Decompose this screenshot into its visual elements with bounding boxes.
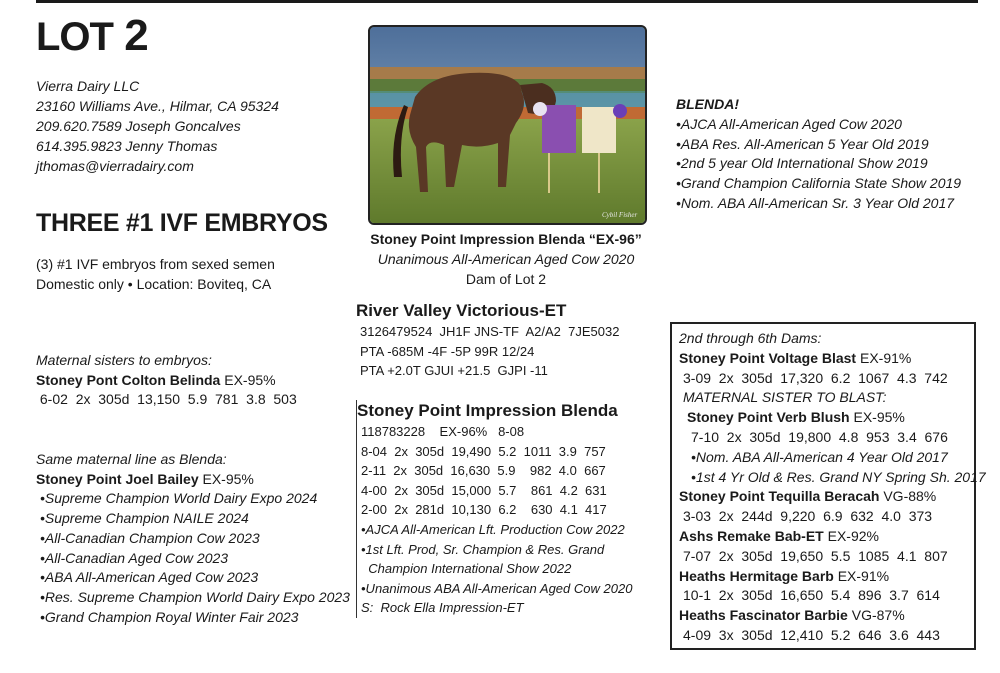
dam-6-record: 4-09 3x 305d 12,410 5.2 646 3.6 443 (683, 626, 940, 643)
offering-line: (3) #1 IVF embryos from sexed semen (36, 256, 275, 272)
same-line-cow-score: EX-95% (198, 470, 254, 487)
dam-5-score: EX-91% (833, 567, 890, 584)
award-item: •Res. Supreme Champion World Dairy Expo 2023 (40, 588, 350, 605)
award-item: •2nd 5 year Old International Show 2019 (676, 155, 928, 172)
same-line-heading: Same maternal line as Blenda: (36, 451, 227, 467)
maternal-sisters (36, 351, 297, 410)
dam-award: •Unanimous ABA All-American Aged Cow 2020 (361, 580, 633, 596)
sire-data-line: PTA +2.0T GJUI +21.5 GJPI -11 (360, 363, 548, 379)
award-item: •Supreme Champion World Dairy Expo 2024 (40, 490, 318, 507)
seller-line: 23160 Williams Ave., Hilmar, CA 95324 (36, 98, 279, 114)
lot-title (36, 11, 148, 60)
dam-record-line: 2-11 2x 305d 16,630 5.9 982 4.0 667 (361, 463, 606, 479)
photo-caption-name: Stoney Point Impression Blenda “EX-96” (370, 231, 642, 247)
seller-line: Vierra Dairy LLC (36, 78, 140, 94)
cream-banner (582, 107, 616, 153)
lot-word: LOT (36, 15, 113, 59)
same-maternal-line (36, 450, 350, 627)
dam-4-record: 7-07 2x 305d 19,650 5.5 1085 4.1 807 (683, 547, 948, 564)
dam-5-record: 10-1 2x 305d 16,650 5.4 896 3.7 614 (683, 587, 940, 604)
photo-caption-award: Unanimous All-American Aged Cow 2020 (377, 251, 635, 267)
sister-record: 7-10 2x 305d 19,800 4.8 953 3.4 676 (691, 428, 948, 445)
purple-banner (542, 105, 576, 153)
dam-2-record: 3-09 2x 305d 17,320 6.2 1067 4.3 742 (683, 369, 948, 386)
dam-name: Stoney Point Impression Blenda (357, 401, 618, 420)
offering-description (36, 254, 275, 294)
dam-award: •1st Lft. Prod, Sr. Champion & Res. Grand (361, 541, 605, 557)
top-rule (36, 0, 978, 3)
award-item: •AJCA All-American Aged Cow 2020 (676, 115, 902, 132)
award-item: •Grand Champion California State Show 2019 (676, 175, 962, 192)
dam-record-line: 2-00 2x 281d 10,130 6.2 630 4.1 417 (361, 502, 607, 518)
award-item: •ABA Res. All-American 5 Year Old 2019 (676, 135, 929, 152)
sister-award: •1st 4 Yr Old & Res. Grand NY Spring Sh. 2017 (691, 468, 986, 485)
award-item: •Supreme Champion NAILE 2024 (40, 510, 249, 527)
sire-name: River Valley Victorious-ET (356, 301, 567, 320)
sister-name: Stoney Point Verb Blush (687, 409, 850, 426)
dam-sire-line: S: Rock Ella Impression-ET (361, 600, 524, 616)
dam-block (356, 400, 632, 618)
sire-block (356, 300, 619, 381)
photographer-credit: Cybil Fisher (602, 211, 638, 219)
dam-data-line: 118783228 EX-96% 8-08 (361, 424, 525, 439)
seller-line: 209.620.7589 Joseph Goncalves (36, 118, 241, 134)
cow-photo-illustration (370, 27, 645, 223)
maternal-sister-heading: MATERNAL SISTER TO BLAST: (683, 389, 887, 406)
offering-title: THREE #1 IVF EMBRYOS (36, 209, 328, 237)
seller-line: jthomas@vierradairy.com (36, 158, 194, 174)
maternal-sister-score: EX-95% (220, 371, 276, 388)
dam-4-score: EX-92% (823, 527, 879, 544)
dam-2-name: Stoney Point Voltage Blast (679, 349, 857, 366)
dams-box (670, 322, 986, 650)
maternal-sisters-heading: Maternal sisters to embryos: (36, 352, 212, 368)
sire-data-line: 3126479524 JH1F JNS-TF A2/A2 7JE5032 (360, 324, 620, 339)
photo-caption-relation: Dam of Lot 2 (465, 271, 547, 287)
same-line-cow-name: Stoney Point Joel Bailey (36, 470, 199, 487)
award-item: •ABA All-American Aged Cow 2023 (40, 569, 259, 586)
cow-photo (368, 25, 647, 225)
award-item: •Nom. ABA All-American Sr. 3 Year Old 2017 (676, 194, 955, 211)
sister-score: EX-95% (849, 409, 905, 426)
award-item: •All-Canadian Champion Cow 2023 (40, 529, 260, 546)
dam-3-record: 3-03 2x 244d 9,220 6.9 632 4.0 373 (683, 508, 933, 525)
dam-3-name: Stoney Point Tequilla Beracah (679, 488, 880, 505)
dam-6-name: Heaths Fascinator Barbie (679, 607, 848, 624)
maternal-sister-name: Stoney Pont Colton Belinda (36, 371, 221, 388)
seller-line: 614.395.9823 Jenny Thomas (36, 138, 218, 154)
sire-data-line: PTA -685M -4F -5P 99R 12/24 (360, 343, 535, 359)
dams-heading: 2nd through 6th Dams: (679, 330, 822, 346)
dam-record-line: 8-04 2x 305d 19,490 5.2 1011 3.9 757 (361, 443, 606, 459)
blenda-heading: BLENDA! (676, 96, 739, 112)
blenda-awards (676, 95, 961, 214)
dam-5-name: Heaths Hermitage Barb (679, 567, 834, 584)
dam-award: •AJCA All-American Lft. Production Cow 2022 (361, 521, 625, 537)
dam-4-name: Ashs Remake Bab-ET (679, 527, 824, 544)
dam-2-score: EX-91% (856, 349, 912, 366)
dam-record-line: 4-00 2x 305d 15,000 5.7 861 4.2 631 (361, 482, 607, 498)
maternal-sister-record: 6-02 2x 305d 13,150 5.9 781 3.8 503 (36, 391, 297, 408)
dam-3-score: VG-88% (879, 488, 937, 505)
award-item: •Grand Champion Royal Winter Fair 2023 (40, 608, 299, 625)
offering-line: Domestic only • Location: Boviteq, CA (36, 276, 272, 292)
dam-6-score: VG-87% (847, 607, 905, 624)
dam-award: Champion International Show 2022 (361, 561, 572, 577)
award-item: •All-Canadian Aged Cow 2023 (40, 549, 229, 566)
seller-contact (36, 76, 279, 176)
sister-award: •Nom. ABA All-American 4 Year Old 2017 (691, 448, 948, 465)
photo-caption (356, 229, 656, 289)
lot-number: 2 (124, 11, 148, 60)
